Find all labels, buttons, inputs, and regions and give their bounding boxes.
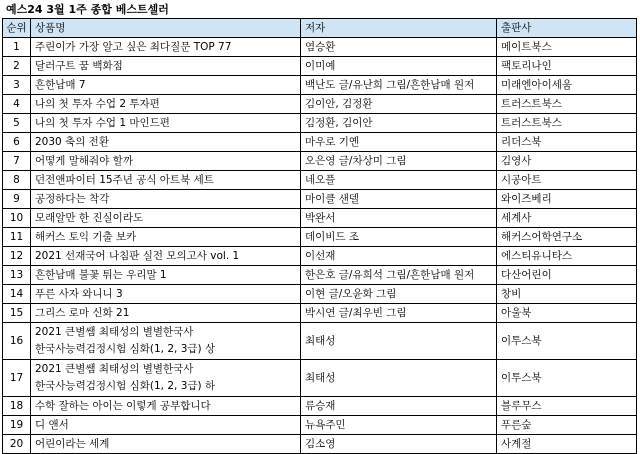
cell-title [31, 171, 301, 190]
cell-publisher: 다산어린이 [497, 266, 637, 285]
cell-title-line: 어떻게 말해줘야 할까 [35, 154, 133, 167]
table-row [3, 247, 637, 266]
header-row [3, 19, 637, 38]
cell-title [31, 304, 301, 323]
cell-publisher: 트러스트북스 [497, 114, 637, 133]
cell-author: 마우로 기옌 [301, 133, 497, 152]
cell-rank: 7 [3, 152, 31, 171]
cell-title [31, 285, 301, 304]
cell-publisher: 리더스북 [497, 133, 637, 152]
cell-title [31, 247, 301, 266]
table-row [3, 228, 637, 247]
cell-title-line: 2021 큰별쌤 최태성의 별별한국사 [35, 363, 194, 375]
cell-rank: 20 [3, 435, 31, 454]
cell-rank: 15 [3, 304, 31, 323]
cell-rank: 17 [3, 360, 31, 397]
cell-title [31, 228, 301, 247]
cell-title-line: 해커스 토익 기출 보카 [35, 230, 137, 243]
sheet-title: 예스24 3월 1주 종합 베스트셀러 [6, 3, 169, 16]
header-author: 저자 [301, 19, 497, 38]
cell-title [31, 209, 301, 228]
table-row [3, 190, 637, 209]
cell-author: 염승환 [301, 38, 497, 57]
table-row [3, 360, 637, 397]
cell-title-line: 2021 큰별쌤 최태성의 별별한국사 [35, 326, 194, 338]
cell-author: 한은호 글/유희석 그림/흔한남매 원저 [301, 266, 497, 285]
cell-title-line: 나의 첫 투자 수업 2 투자편 [35, 97, 160, 110]
cell-rank: 11 [3, 228, 31, 247]
cell-author: 네오플 [301, 171, 497, 190]
table-row [3, 38, 637, 57]
cell-rank: 5 [3, 114, 31, 133]
cell-publisher: 와이즈베리 [497, 190, 637, 209]
table-row [3, 416, 637, 435]
table-row [3, 435, 637, 454]
cell-author: 박완서 [301, 209, 497, 228]
cell-publisher: 시공아트 [497, 171, 637, 190]
cell-publisher: 창비 [497, 285, 637, 304]
table-row [3, 285, 637, 304]
table-body [3, 38, 637, 454]
cell-title-line: 흔한남매 7 [35, 78, 86, 91]
cell-publisher: 푸른숲 [497, 416, 637, 435]
table-row [3, 114, 637, 133]
cell-publisher: 아울북 [497, 304, 637, 323]
cell-publisher: 사계절 [497, 435, 637, 454]
cell-rank: 12 [3, 247, 31, 266]
cell-publisher: 이투스북 [497, 323, 637, 360]
header-publisher: 출판사 [497, 19, 637, 38]
cell-title-line: 한국사능력검정시험 심화(1, 2, 3급) 하 [35, 380, 216, 392]
cell-publisher: 블루무스 [497, 397, 637, 416]
cell-title [31, 38, 301, 57]
header-rank: 순위 [3, 19, 31, 38]
cell-title-line: 디 앤서 [35, 418, 69, 431]
cell-title [31, 360, 301, 397]
cell-publisher: 김영사 [497, 152, 637, 171]
table-row [3, 304, 637, 323]
cell-title [31, 57, 301, 76]
cell-rank: 4 [3, 95, 31, 114]
cell-title-line: 주린이가 가장 알고 싶은 최다질문 TOP 77 [35, 40, 232, 53]
table-row [3, 266, 637, 285]
cell-rank: 16 [3, 323, 31, 360]
cell-title-line: 나의 첫 투자 수업 1 마인드편 [35, 116, 170, 129]
cell-author: 마이클 샌델 [301, 190, 497, 209]
cell-title [31, 76, 301, 95]
table-row [3, 152, 637, 171]
cell-title-line: 2021 선재국어 나침판 실전 모의고사 vol. 1 [35, 249, 240, 262]
cell-author: 류승재 [301, 397, 497, 416]
cell-title [31, 152, 301, 171]
cell-title [31, 435, 301, 454]
header-title: 상품명 [31, 19, 301, 38]
cell-publisher: 메이트북스 [497, 38, 637, 57]
cell-author: 박시연 글/최우빈 그림 [301, 304, 497, 323]
cell-title-line: 달러구트 꿈 백화점 [35, 59, 123, 72]
cell-author: 김정환, 김이안 [301, 114, 497, 133]
table-row [3, 397, 637, 416]
cell-author: 데이비드 조 [301, 228, 497, 247]
cell-author: 이현 글/오윤화 그림 [301, 285, 497, 304]
cell-author: 최태성 [301, 323, 497, 360]
cell-title [31, 323, 301, 360]
cell-title [31, 416, 301, 435]
cell-author: 뉴욕주민 [301, 416, 497, 435]
cell-publisher: 트러스트북스 [497, 95, 637, 114]
cell-publisher: 세계사 [497, 209, 637, 228]
cell-title-line: 던전앤파이터 15주년 공식 아트북 세트 [35, 173, 214, 186]
cell-author: 백난도 글/유난희 그림/흔한남매 원저 [301, 76, 497, 95]
cell-rank: 1 [3, 38, 31, 57]
cell-rank: 13 [3, 266, 31, 285]
cell-title-line: 수학 잘하는 아이는 이렇게 공부합니다 [35, 399, 211, 412]
table-row [3, 171, 637, 190]
cell-title [31, 266, 301, 285]
cell-rank: 3 [3, 76, 31, 95]
cell-title-line: 흔한남매 불꽃 튀는 우리말 1 [35, 268, 167, 281]
cell-title-line: 모래알만 한 진실이라도 [35, 211, 144, 224]
cell-title [31, 95, 301, 114]
bestseller-table [2, 18, 637, 454]
cell-publisher: 미래엔아이세움 [497, 76, 637, 95]
cell-publisher: 이투스북 [497, 360, 637, 397]
cell-rank: 6 [3, 133, 31, 152]
cell-title [31, 133, 301, 152]
cell-title-line: 푸른 사자 와니니 3 [35, 287, 123, 300]
cell-rank: 14 [3, 285, 31, 304]
cell-rank: 8 [3, 171, 31, 190]
cell-title-line: 한국사능력검정시험 심화(1, 2, 3급) 상 [35, 343, 216, 355]
cell-author: 오은영 글/차상미 그림 [301, 152, 497, 171]
cell-rank: 10 [3, 209, 31, 228]
cell-title-line: 2030 축의 전환 [35, 135, 109, 148]
cell-author: 이미예 [301, 57, 497, 76]
table-row [3, 323, 637, 360]
cell-title [31, 114, 301, 133]
cell-publisher: 팩토리나인 [497, 57, 637, 76]
table-row [3, 95, 637, 114]
cell-title [31, 397, 301, 416]
cell-title-line: 공정하다는 착각 [35, 192, 110, 205]
cell-publisher: 에스티유니타스 [497, 247, 637, 266]
cell-author: 김이안, 김정환 [301, 95, 497, 114]
cell-author: 김소영 [301, 435, 497, 454]
cell-author: 이선재 [301, 247, 497, 266]
table-row [3, 57, 637, 76]
table-row [3, 133, 637, 152]
cell-publisher: 해커스어학연구소 [497, 228, 637, 247]
cell-title [31, 190, 301, 209]
cell-title-line: 그리스 로마 신화 21 [35, 306, 130, 319]
table-row [3, 76, 637, 95]
cell-title-line: 어린이라는 세계 [35, 437, 110, 450]
cell-rank: 19 [3, 416, 31, 435]
cell-rank: 9 [3, 190, 31, 209]
table-row [3, 209, 637, 228]
cell-author: 최태성 [301, 360, 497, 397]
cell-rank: 18 [3, 397, 31, 416]
cell-rank: 2 [3, 57, 31, 76]
